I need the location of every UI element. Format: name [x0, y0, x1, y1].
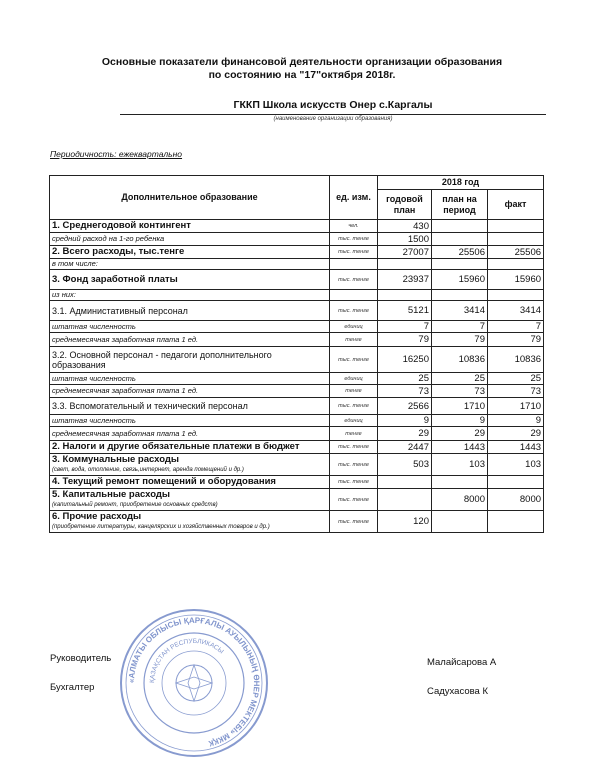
row-period-plan: 79	[432, 333, 488, 347]
row-fact: 1710	[488, 398, 544, 415]
row-name-text: 3. Коммунальные расходы	[52, 453, 180, 465]
row-annual-plan: 23937	[378, 270, 432, 290]
table-row	[50, 489, 544, 511]
row-name	[50, 333, 330, 347]
row-annual-plan: 7	[378, 321, 432, 333]
accountant-label: Бухгалтер	[50, 682, 95, 693]
row-fact: 10836	[488, 347, 544, 373]
organization-underline	[120, 114, 546, 115]
row-period-plan: 15960	[432, 270, 488, 290]
row-annual-plan: 73	[378, 385, 432, 398]
row-fact	[488, 290, 544, 301]
row-name	[50, 385, 330, 398]
head-label: Руководитель	[50, 653, 112, 664]
row-fact: 7	[488, 321, 544, 333]
row-fact: 3414	[488, 301, 544, 321]
col-header-year: 2018 год	[378, 176, 544, 190]
table-row	[50, 398, 544, 415]
row-fact: 29	[488, 427, 544, 441]
row-annual-plan	[378, 259, 432, 270]
row-name-text: среднемесячная заработная плата 1 ед.	[52, 334, 199, 344]
organization-seal	[118, 607, 270, 759]
row-name-text: 3. Фонд заработной платы	[52, 273, 178, 285]
row-name-text: среднемесячная заработная плата 1 ед.	[52, 428, 199, 438]
row-period-plan	[432, 511, 488, 533]
row-period-plan: 7	[432, 321, 488, 333]
row-annual-plan	[378, 290, 432, 301]
table-row	[50, 333, 544, 347]
row-unit: единиц	[330, 321, 378, 333]
row-fact: 15960	[488, 270, 544, 290]
row-annual-plan: 1500	[378, 233, 432, 246]
row-annual-plan: 79	[378, 333, 432, 347]
row-unit: тенге	[330, 385, 378, 398]
row-unit	[330, 290, 378, 301]
table-row	[50, 270, 544, 290]
row-period-plan: 1443	[432, 441, 488, 454]
row-annual-plan: 120	[378, 511, 432, 533]
svg-text:ҚАЗАҚСТАН РЕСПУБЛИКАСЫ	[149, 638, 225, 683]
row-name-text: 3.3. Вспомогательный и технический персонал	[52, 401, 248, 411]
row-name-text: в том числе:	[52, 259, 98, 268]
row-unit: тенге	[330, 333, 378, 347]
row-name-text: 3.2. Основной персонал - педагоги дополнительного образования	[52, 349, 272, 370]
row-unit: тыс. тенге	[330, 347, 378, 373]
col-header-unit: ед. изм.	[330, 176, 378, 220]
row-annual-plan: 25	[378, 373, 432, 385]
head-name: Малайсарова А	[427, 657, 497, 668]
row-unit: тыс. тенге	[330, 398, 378, 415]
organization-note: (наименование организации образования)	[273, 116, 393, 122]
accountant-name: Садухасова К	[427, 686, 489, 697]
table-row	[50, 415, 544, 427]
row-name	[50, 415, 330, 427]
row-unit: единиц	[330, 373, 378, 385]
row-unit: тыс. тенге	[330, 511, 378, 533]
row-fact	[488, 259, 544, 270]
table-row	[50, 259, 544, 270]
row-annual-plan: 2566	[378, 398, 432, 415]
table-row	[50, 385, 544, 398]
row-name	[50, 511, 330, 533]
row-annual-plan: 9	[378, 415, 432, 427]
row-fact	[488, 233, 544, 246]
row-annual-plan: 29	[378, 427, 432, 441]
row-name	[50, 373, 330, 385]
row-name	[50, 220, 330, 233]
row-subtitle: (приобретение литературы, канцелярских и хозяйственных товаров и др.)	[52, 523, 270, 530]
row-unit: единиц	[330, 415, 378, 427]
row-unit: тенге	[330, 427, 378, 441]
row-fact: 103	[488, 454, 544, 476]
col-header-name: Дополнительное образование	[50, 176, 330, 220]
organization-name: ГККП Школа искусств Онер с.Каргалы	[233, 99, 433, 111]
row-name-text: 4. Текущий ремонт помещений и оборудования	[52, 476, 276, 487]
financial-table	[49, 175, 544, 533]
row-name	[50, 301, 330, 321]
table-row	[50, 511, 544, 533]
periodicity: Периодичность: ежеквартально	[50, 149, 183, 159]
row-period-plan: 103	[432, 454, 488, 476]
row-unit: тыс. тенге	[330, 476, 378, 489]
row-fact	[488, 476, 544, 489]
row-name-text: штатная численность	[52, 415, 136, 425]
row-unit: тыс. тенге	[330, 454, 378, 476]
row-fact: 8000	[488, 489, 544, 511]
row-name	[50, 398, 330, 415]
row-period-plan: 25506	[432, 246, 488, 259]
row-fact: 1443	[488, 441, 544, 454]
col-header-fact: факт	[488, 190, 544, 220]
table-row	[50, 373, 544, 385]
table-row	[50, 290, 544, 301]
row-subtitle: (свет, вода, отопление, связь,интернет, аренда помещений и др.)	[52, 466, 244, 473]
row-period-plan	[432, 220, 488, 233]
table-row	[50, 476, 544, 489]
row-unit: тыс. тенге	[330, 301, 378, 321]
row-annual-plan: 503	[378, 454, 432, 476]
seal-inner-text: ҚАЗАҚСТАН РЕСПУБЛИКАСЫ	[148, 637, 225, 684]
row-name-text: средний расход на 1-го ребенка	[52, 234, 165, 243]
row-fact: 9	[488, 415, 544, 427]
row-name	[50, 321, 330, 333]
row-name	[50, 290, 330, 301]
row-name-text: 3.1. Администативный персонал	[52, 305, 188, 316]
row-name-text: 5. Капитальные расходы	[52, 488, 171, 500]
table-row	[50, 454, 544, 476]
row-annual-plan: 27007	[378, 246, 432, 259]
col-header-period-plan: план на период	[432, 190, 488, 220]
row-period-plan	[432, 233, 488, 246]
table-row	[50, 233, 544, 246]
row-name-text: 1. Среднегодовой контингент	[52, 220, 191, 231]
seal-outer-text: «АЛМАТЫ ОБЛЫСЫ ҚАРҒАЛЫ АУЫЛЫНЫҢ ӨНЕР МЕКТЕБІ» МКҚК	[126, 615, 262, 749]
row-unit: тыс. тенге	[330, 441, 378, 454]
row-period-plan: 8000	[432, 489, 488, 511]
row-name	[50, 246, 330, 259]
row-name	[50, 476, 330, 489]
row-unit: чел.	[330, 220, 378, 233]
row-annual-plan: 430	[378, 220, 432, 233]
table-row	[50, 347, 544, 373]
row-fact: 73	[488, 385, 544, 398]
report-title-line2: по состоянию на "17"октября 2018г.	[208, 69, 396, 81]
row-name	[50, 259, 330, 270]
row-period-plan: 10836	[432, 347, 488, 373]
row-fact: 79	[488, 333, 544, 347]
row-fact	[488, 220, 544, 233]
row-period-plan: 1710	[432, 398, 488, 415]
row-annual-plan	[378, 476, 432, 489]
table-row	[50, 301, 544, 321]
row-period-plan: 25	[432, 373, 488, 385]
row-annual-plan	[378, 489, 432, 511]
row-subtitle: (капитальный ремонт, приобретение основных средств)	[52, 501, 218, 508]
row-name-text: из них:	[52, 290, 76, 299]
row-name	[50, 427, 330, 441]
row-period-plan: 9	[432, 415, 488, 427]
row-name-text: штатная численность	[52, 373, 136, 383]
table-row	[50, 246, 544, 259]
row-fact: 25506	[488, 246, 544, 259]
col-header-annual-plan: годовой план	[378, 190, 432, 220]
row-unit: тыс. тенге	[330, 233, 378, 246]
table-row	[50, 427, 544, 441]
table-row	[50, 321, 544, 333]
row-unit: тыс. тенге	[330, 489, 378, 511]
report-title-line1: Основные показатели финансовой деятельности организации образования	[101, 56, 503, 68]
row-name	[50, 270, 330, 290]
row-name	[50, 454, 330, 476]
table-row	[50, 220, 544, 233]
row-fact: 25	[488, 373, 544, 385]
row-annual-plan: 16250	[378, 347, 432, 373]
row-period-plan	[432, 290, 488, 301]
row-name	[50, 441, 330, 454]
row-name-text: 6. Прочие расходы	[52, 510, 142, 522]
row-name	[50, 347, 330, 373]
row-period-plan: 29	[432, 427, 488, 441]
row-name-text: 2. Всего расходы, тыс.тенге	[52, 246, 185, 257]
row-name	[50, 489, 330, 511]
svg-text:«АЛМАТЫ ОБЛЫСЫ ҚАРҒАЛЫ АУЫЛЫНЫ	[127, 616, 261, 748]
row-period-plan	[432, 476, 488, 489]
row-unit	[330, 259, 378, 270]
table-row	[50, 441, 544, 454]
row-unit: тыс. тенге	[330, 270, 378, 290]
row-name-text: среднемесячная заработная плата 1 ед.	[52, 386, 199, 395]
row-name-text: 2. Налоги и другие обязательные платежи в бюджет	[52, 441, 300, 452]
row-fact	[488, 511, 544, 533]
row-unit: тыс. тенге	[330, 246, 378, 259]
row-period-plan: 73	[432, 385, 488, 398]
row-name	[50, 233, 330, 246]
row-period-plan: 3414	[432, 301, 488, 321]
row-period-plan	[432, 259, 488, 270]
row-name-text: штатная численность	[52, 321, 136, 331]
row-annual-plan: 2447	[378, 441, 432, 454]
row-annual-plan: 5121	[378, 301, 432, 321]
